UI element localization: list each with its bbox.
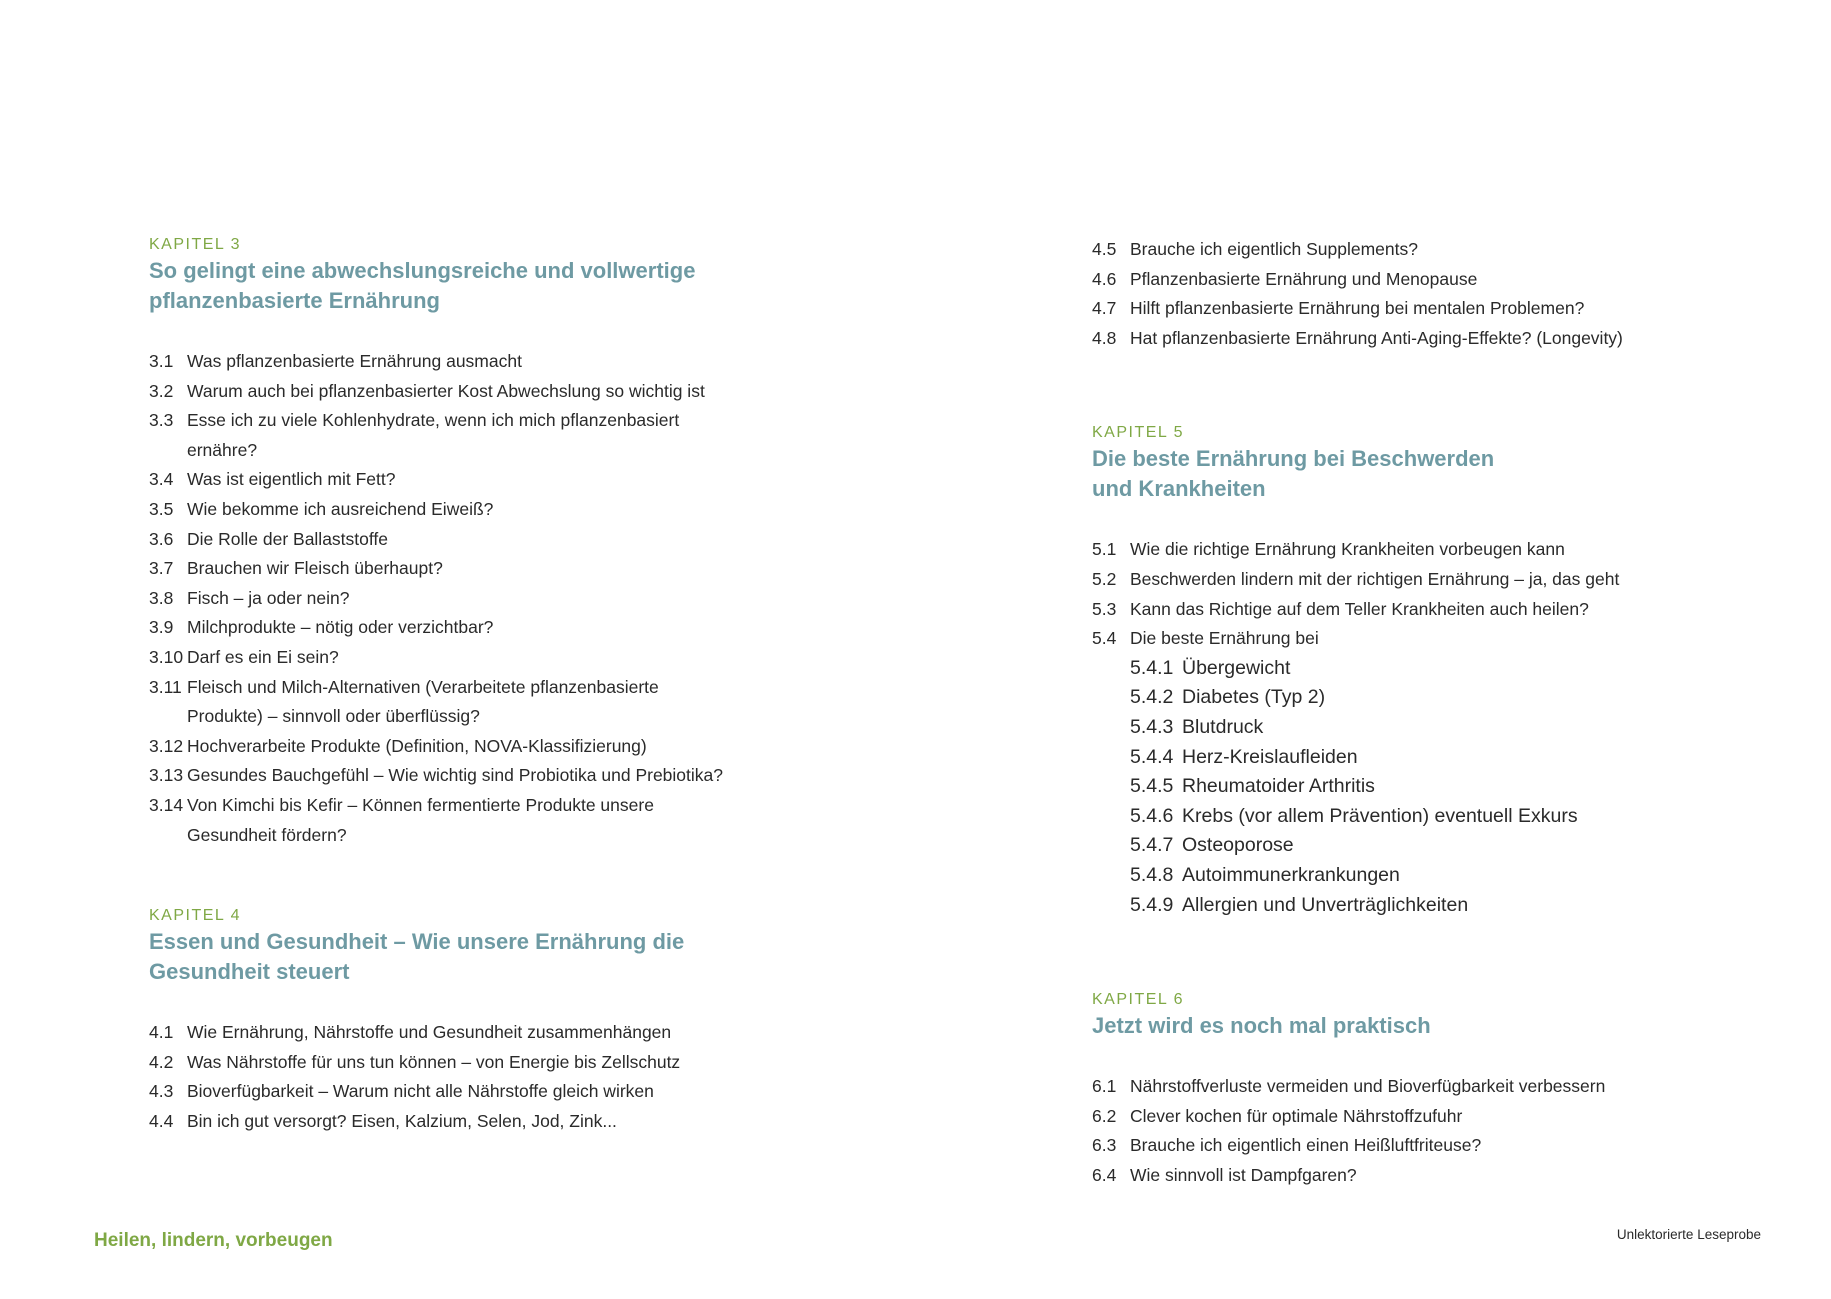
toc-entry-line: Milchprodukte – nötig oder verzichtbar? <box>187 617 494 638</box>
toc-subentry <box>1092 743 1812 773</box>
toc-entry-text <box>187 732 969 762</box>
toc-entry-number: 6.3 <box>1092 1135 1117 1156</box>
toc-entry <box>1092 1131 1812 1161</box>
toc-entry-number: 3.1 <box>149 351 174 371</box>
toc-entry-number: 3.5 <box>149 498 174 519</box>
toc-entry-text <box>187 613 969 643</box>
toc-entry-line: Hat pflanzenbasierte Ernährung Anti-Aging-Effekte? (Longevity) <box>1130 327 1623 348</box>
toc-entry-text <box>187 495 969 525</box>
toc-list <box>149 1018 969 1136</box>
toc-subentry <box>1092 831 1812 861</box>
toc-subentry-number: 5.4.6 <box>1130 804 1174 827</box>
toc-subentry <box>1092 891 1812 921</box>
toc-entry-text <box>1130 324 1812 354</box>
toc-entry-number: 5.1 <box>1092 539 1117 560</box>
toc-entry <box>149 761 969 791</box>
toc-entry-line: Bioverfügbarkeit – Warum nicht alle Nährstoffe gleich wirken <box>187 1081 654 1102</box>
toc-entry <box>1092 535 1812 565</box>
left-column <box>149 235 969 1136</box>
toc-entry-line: Was ist eigentlich mit Fett? <box>187 469 396 490</box>
toc-entry-text <box>187 584 969 614</box>
toc-subentry-number: 5.4.9 <box>1130 893 1174 916</box>
toc-entry-number: 3.10 <box>149 646 184 667</box>
toc-entry-number: 3.2 <box>149 380 174 401</box>
toc-entry-number: 4.3 <box>149 1081 174 1102</box>
toc-subentry-text: Herz-Kreislaufleiden <box>1182 745 1358 768</box>
toc-subentry <box>1092 654 1812 684</box>
toc-subentry-text: Blutdruck <box>1182 715 1264 738</box>
toc-subentry-number: 5.4.2 <box>1130 686 1174 709</box>
toc-list <box>149 347 969 850</box>
toc-entry-line: Hochverarbeite Produkte (Definition, NOVA-Klassifizierung) <box>187 735 647 756</box>
kapitel-label: KAPITEL 3 <box>149 236 242 253</box>
toc-entry-text <box>1130 235 1812 265</box>
toc-list <box>1092 235 1812 353</box>
toc-entry-text <box>187 1077 969 1107</box>
kapitel-title-line: Jetzt wird es noch mal praktisch <box>1092 1013 1431 1039</box>
kapitel-title <box>149 256 969 316</box>
toc-entry-number: 3.4 <box>149 469 174 490</box>
toc-entry-number: 3.14 <box>149 794 184 815</box>
toc-entry-number: 4.7 <box>1092 298 1117 319</box>
toc-entry <box>1092 1072 1812 1102</box>
toc-entry-text <box>1130 1102 1812 1132</box>
toc-entry-number: 6.4 <box>1092 1164 1117 1185</box>
toc-entry <box>149 1107 969 1137</box>
toc-entry-number: 3.7 <box>149 558 174 579</box>
toc-entry <box>1092 1161 1812 1191</box>
toc-entry-number: 6.2 <box>1092 1105 1117 1126</box>
toc-entry <box>149 791 969 850</box>
toc-entry-text <box>187 406 969 465</box>
toc-entry-line: Wie sinnvoll ist Dampfgaren? <box>1130 1164 1357 1185</box>
toc-entry-line: Darf es ein Ei sein? <box>187 646 339 667</box>
toc-entry-line: Pflanzenbasierte Ernährung und Menopause <box>1130 268 1478 289</box>
toc-entry-line: Die beste Ernährung bei <box>1130 628 1319 649</box>
toc-subentry-number: 5.4.4 <box>1130 745 1174 768</box>
toc-entry-text <box>1130 565 1812 595</box>
toc-entry-line: Was Nährstoffe für uns tun können – von Energie bis Zellschutz <box>187 1051 681 1072</box>
toc-entry-number: 5.2 <box>1092 568 1117 589</box>
toc-list <box>1092 1072 1812 1190</box>
toc-entry-text <box>1130 595 1812 625</box>
kapitel-label: KAPITEL 5 <box>1092 424 1185 442</box>
kapitel-title <box>1092 444 1812 504</box>
toc-subentry <box>1092 861 1812 891</box>
toc-subentry <box>1092 772 1812 802</box>
kapitel-title-line: So gelingt eine abwechslungsreiche und vollwertige <box>149 258 696 283</box>
toc-entry-line: Brauche ich eigentlich Supplements? <box>1130 239 1418 259</box>
toc-entry-number: 3.8 <box>149 587 174 608</box>
toc-entry <box>149 732 969 762</box>
kapitel-title <box>1092 1011 1812 1041</box>
toc-entry-text <box>1130 1072 1812 1102</box>
toc-entry <box>1092 1102 1812 1132</box>
toc-entry-text <box>187 643 969 673</box>
toc-entry-line: ernähre? <box>187 439 258 460</box>
toc-entry-number: 3.6 <box>149 528 174 549</box>
leseprobe-note: Unlektorierte Leseprobe <box>1616 1227 1761 1242</box>
toc-entry <box>1092 265 1812 295</box>
toc-entry-text <box>187 1107 969 1137</box>
kapitel-title-line: Essen und Gesundheit – Wie unsere Ernährung die <box>149 929 685 955</box>
toc-entry <box>149 584 969 614</box>
kapitel-label: KAPITEL 6 <box>1092 991 1185 1009</box>
toc-entry-text <box>187 1018 969 1048</box>
toc-subentry-text: Diabetes (Typ 2) <box>1182 686 1326 709</box>
toc-entry-line: Bin ich gut versorgt? Eisen, Kalzium, Selen, Jod, Zink... <box>187 1110 617 1131</box>
toc-entry <box>149 643 969 673</box>
toc-entry-line: Wie die richtige Ernährung Krankheiten vorbeugen kann <box>1130 539 1565 560</box>
toc-entry-line: Gesundes Bauchgefühl – Wie wichtig sind Probiotika und Prebiotika? <box>187 765 724 786</box>
toc-entry-line: Hilft pflanzenbasierte Ernährung bei mentalen Problemen? <box>1130 298 1585 319</box>
toc-entry-text <box>1130 535 1812 565</box>
toc-entry-line: Was pflanzenbasierte Ernährung ausmacht <box>187 351 522 371</box>
toc-entry <box>1092 624 1812 654</box>
kapitel-title-line: Die beste Ernährung bei Beschwerden <box>1092 446 1495 472</box>
kapitel-label: KAPITEL 4 <box>149 907 242 925</box>
toc-entry-line: Brauchen wir Fleisch überhaupt? <box>187 558 443 579</box>
toc-entry <box>149 1018 969 1048</box>
toc-entry-number: 3.11 <box>149 676 182 697</box>
toc-entry-number: 4.6 <box>1092 268 1117 289</box>
toc-entry-line: Nährstoffverluste vermeiden und Bioverfügbarkeit verbessern <box>1130 1076 1606 1097</box>
toc-list <box>1092 535 1812 653</box>
toc-entry <box>149 1077 969 1107</box>
toc-entry-line: Esse ich zu viele Kohlenhydrate, wenn ich mich pflanzenbasiert <box>187 410 680 431</box>
toc-entry-line: Produkte) – sinnvoll oder überflüssig? <box>187 706 480 727</box>
toc-entry <box>149 347 969 377</box>
toc-entry-line: Brauche ich eigentlich einen Heißluftfriteuse? <box>1130 1135 1482 1156</box>
toc-entry <box>149 406 969 465</box>
toc-entry-text <box>1130 1131 1812 1161</box>
toc-entry-text <box>187 1048 969 1078</box>
toc-entry-line: Kann das Richtige auf dem Teller Krankheiten auch heilen? <box>1130 598 1589 619</box>
kapitel-title <box>149 927 969 987</box>
kapitel-5-section <box>1092 423 1812 920</box>
toc-entry <box>149 673 969 732</box>
toc-entry <box>149 377 969 407</box>
toc-entry-text <box>1130 624 1812 654</box>
toc-sublist <box>1092 654 1812 920</box>
toc-entry-text <box>1130 265 1812 295</box>
toc-entry-text <box>1130 1161 1812 1191</box>
toc-subentry-text: Rheumatoider Arthritis <box>1182 775 1375 798</box>
kapitel-title-line: pflanzenbasierte Ernährung <box>149 288 440 313</box>
toc-entry-line: Warum auch bei pflanzenbasierter Kost Abwechslung so wichtig ist <box>187 380 705 401</box>
toc-entry <box>1092 294 1812 324</box>
toc-entry-number: 4.1 <box>149 1022 174 1043</box>
toc-subentry <box>1092 683 1812 713</box>
toc-subentry <box>1092 802 1812 832</box>
toc-entry-number: 3.9 <box>149 617 174 638</box>
toc-subentry-text: Krebs (vor allem Prävention) eventuell Exkurs <box>1182 804 1578 827</box>
toc-entry-number: 5.4 <box>1092 628 1117 649</box>
kapitel-title-line: Gesundheit steuert <box>149 959 350 985</box>
toc-entry <box>149 1048 969 1078</box>
toc-entry-text <box>187 465 969 495</box>
toc-entry-text <box>187 554 969 584</box>
toc-entry <box>1092 324 1812 354</box>
toc-entry-line: Fisch – ja oder nein? <box>187 587 350 608</box>
toc-entry-line: Beschwerden lindern mit der richtigen Ernährung – ja, das geht <box>1130 568 1620 589</box>
toc-entry-number: 5.3 <box>1092 598 1117 619</box>
toc-subentry-text: Allergien und Unverträglichkeiten <box>1182 893 1469 916</box>
toc-entry <box>149 495 969 525</box>
toc-entry-number: 6.1 <box>1092 1076 1117 1097</box>
toc-entry-text <box>187 761 969 791</box>
toc-entry-text <box>187 791 969 850</box>
toc-entry-number: 4.5 <box>1092 239 1117 259</box>
kapitel-3-section <box>149 235 969 850</box>
toc-entry <box>149 613 969 643</box>
toc-entry-number: 3.12 <box>149 735 184 756</box>
toc-entry-number: 3.3 <box>149 410 174 431</box>
toc-entry-line: Clever kochen für optimale Nährstoffzufuhr <box>1130 1105 1463 1126</box>
toc-entry <box>149 554 969 584</box>
toc-subentry <box>1092 713 1812 743</box>
toc-entry-line: Gesundheit fördern? <box>187 824 347 845</box>
toc-entry <box>149 525 969 555</box>
toc-entry-number: 4.8 <box>1092 327 1117 348</box>
toc-entry <box>1092 235 1812 265</box>
toc-entry-number: 3.13 <box>149 765 184 786</box>
toc-entry-line: Fleisch und Milch-Alternativen (Verarbeitete pflanzenbasierte <box>187 676 659 697</box>
toc-entry <box>1092 595 1812 625</box>
toc-entry-number: 4.2 <box>149 1051 174 1072</box>
kapitel-6-section <box>1092 990 1812 1190</box>
toc-subentry-number: 5.4.8 <box>1130 863 1174 886</box>
toc-entry-text <box>1130 294 1812 324</box>
toc-subentry-text: Autoimmunerkrankungen <box>1182 863 1400 886</box>
toc-entry-line: Wie Ernährung, Nährstoffe und Gesundheit zusammenhängen <box>187 1022 672 1043</box>
toc-subentry-number: 5.4.1 <box>1130 656 1174 679</box>
toc-subentry-number: 5.4.5 <box>1130 775 1174 798</box>
toc-subentry-text: Osteoporose <box>1182 834 1294 857</box>
book-title-footer: Heilen, lindern, vorbeugen <box>94 1230 333 1251</box>
toc-entry-text <box>187 377 969 407</box>
toc-subentry-number: 5.4.7 <box>1130 834 1174 857</box>
kapitel-4-section <box>149 906 969 1136</box>
toc-entry <box>149 465 969 495</box>
toc-entry-text <box>187 673 969 732</box>
toc-subentry-text: Übergewicht <box>1182 656 1291 679</box>
toc-entry-text <box>187 347 969 377</box>
toc-entry-number: 4.4 <box>149 1110 174 1131</box>
toc-entry-line: Die Rolle der Ballaststoffe <box>187 528 389 549</box>
toc-entry <box>1092 565 1812 595</box>
right-column <box>1092 235 1812 1190</box>
toc-entry-line: Wie bekomme ich ausreichend Eiweiß? <box>187 498 494 519</box>
toc-subentry-number: 5.4.3 <box>1130 715 1174 738</box>
toc-entry-line: Von Kimchi bis Kefir – Können fermentierte Produkte unsere <box>187 794 654 815</box>
toc-entry-text <box>187 525 969 555</box>
kapitel-title-line: und Krankheiten <box>1092 476 1266 502</box>
